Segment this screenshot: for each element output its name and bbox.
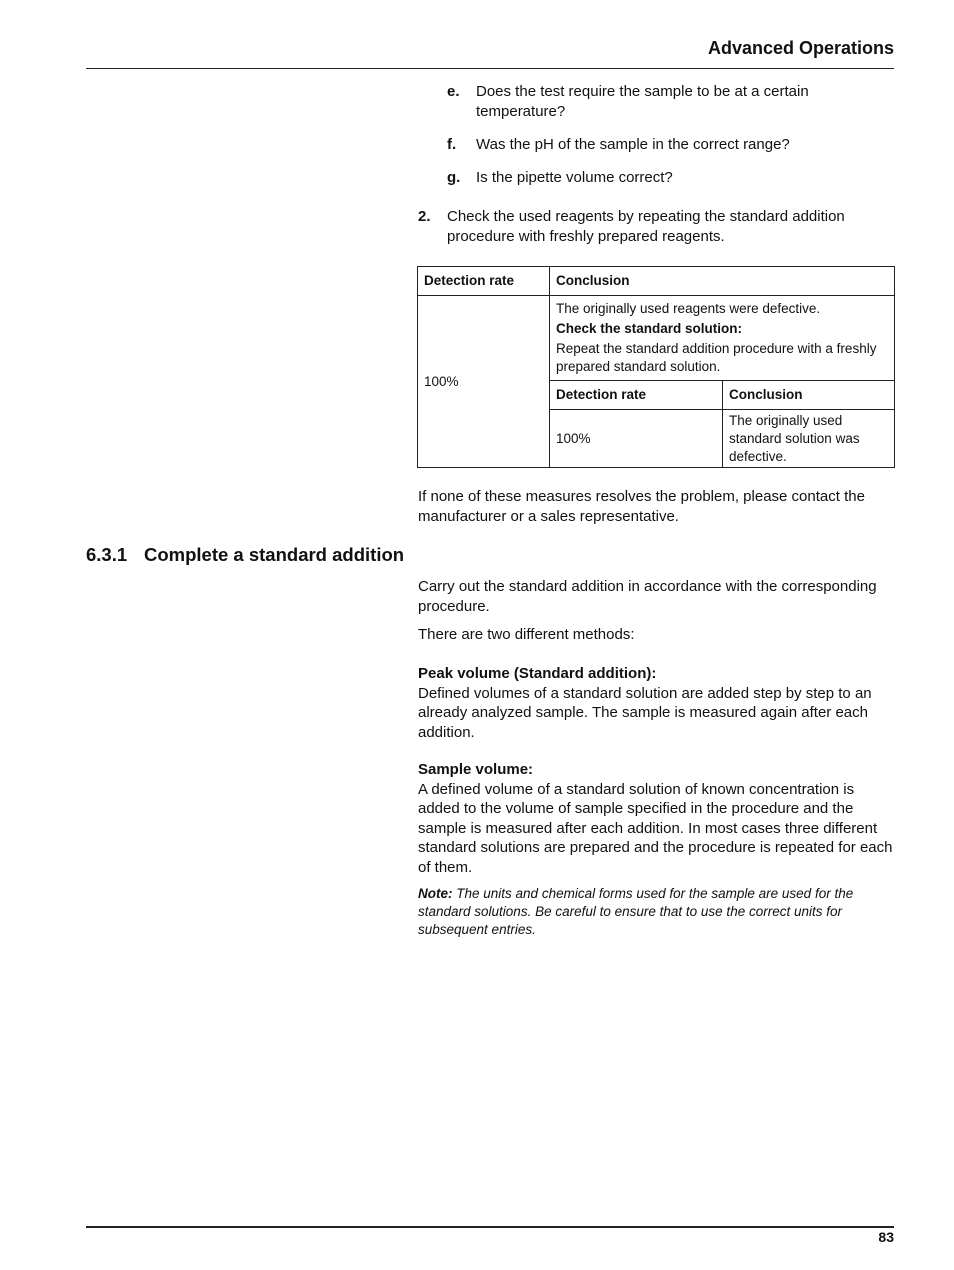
step-2 <box>418 207 894 246</box>
sample-volume-text: A defined volume of a standard solution of known concentration is added to the volume of sample specified in the procedure and the sample is measured after each addition. In most cases three different standard solutions are prepared and the procedure is repeated for each of them. <box>418 780 893 876</box>
list-item-text: Was the pH of the sample in the correct range? <box>476 136 790 153</box>
list-item-text: Is the pipette volume correct? <box>476 169 673 186</box>
sample-volume-block <box>418 760 896 877</box>
note-text: The units and chemical forms used for the sample are used for the standard solutions. Be careful to ensure that to use the correct units for subsequent entries. <box>418 886 854 937</box>
step-marker: 2. <box>418 208 431 225</box>
peak-volume-text: Defined volumes of a standard solution are added step by step to an already analyzed sample. The sample is measured again after each addition. <box>418 684 872 741</box>
table-cell-rate: 100% <box>418 296 550 468</box>
table-header-conclusion: Conclusion <box>550 267 895 296</box>
conclusion-subheading: Check the standard solution: <box>556 321 743 336</box>
paragraph-contact: If none of these measures resolves the problem, please contact the manufacturer or a sales representative. <box>418 488 865 525</box>
detection-rate-table <box>417 266 895 468</box>
inner-cell-conclusion: The originally used standard solution was defective. <box>723 410 895 468</box>
section-number: 6.3.1 <box>86 544 128 565</box>
list-marker: g. <box>447 169 461 186</box>
step-text: Check the used reagents by repeating the standard addition procedure with freshly prepared reagents. <box>447 208 845 245</box>
peak-volume-title: Peak volume (Standard addition): <box>418 665 657 682</box>
inner-cell-rate: 100% <box>550 410 723 468</box>
section-title: Complete a standard addition <box>144 544 405 565</box>
sample-volume-title: Sample volume: <box>418 761 534 778</box>
list-item-g <box>447 168 887 188</box>
conclusion-line: The originally used reagents were defective. <box>556 301 821 316</box>
footer-rule <box>86 1226 894 1228</box>
peak-volume-block <box>418 664 896 742</box>
list-marker: e. <box>447 83 460 100</box>
header-rule <box>86 68 894 69</box>
paragraph-intro: Carry out the standard addition in accordance with the corresponding procedure. <box>418 578 877 615</box>
section-heading <box>86 544 404 566</box>
table-header-detection-rate: Detection rate <box>418 267 550 296</box>
list-marker: f. <box>447 136 457 153</box>
conclusion-line: Repeat the standard addition procedure with a freshly prepared standard solution. <box>556 341 877 374</box>
table-cell-conclusion <box>550 296 895 381</box>
page-number: 83 <box>878 1229 894 1245</box>
list-item-text: Does the test require the sample to be at a certain temperature? <box>476 83 809 120</box>
note <box>418 885 894 939</box>
paragraph-methods: There are two different methods: <box>418 626 635 643</box>
list-item-e <box>447 82 887 121</box>
page-header-title: Advanced Operations <box>707 38 894 58</box>
inner-header-detection-rate: Detection rate <box>550 381 723 410</box>
list-item-f <box>447 135 887 155</box>
inner-header-conclusion: Conclusion <box>723 381 895 410</box>
note-label: Note: <box>418 886 453 901</box>
